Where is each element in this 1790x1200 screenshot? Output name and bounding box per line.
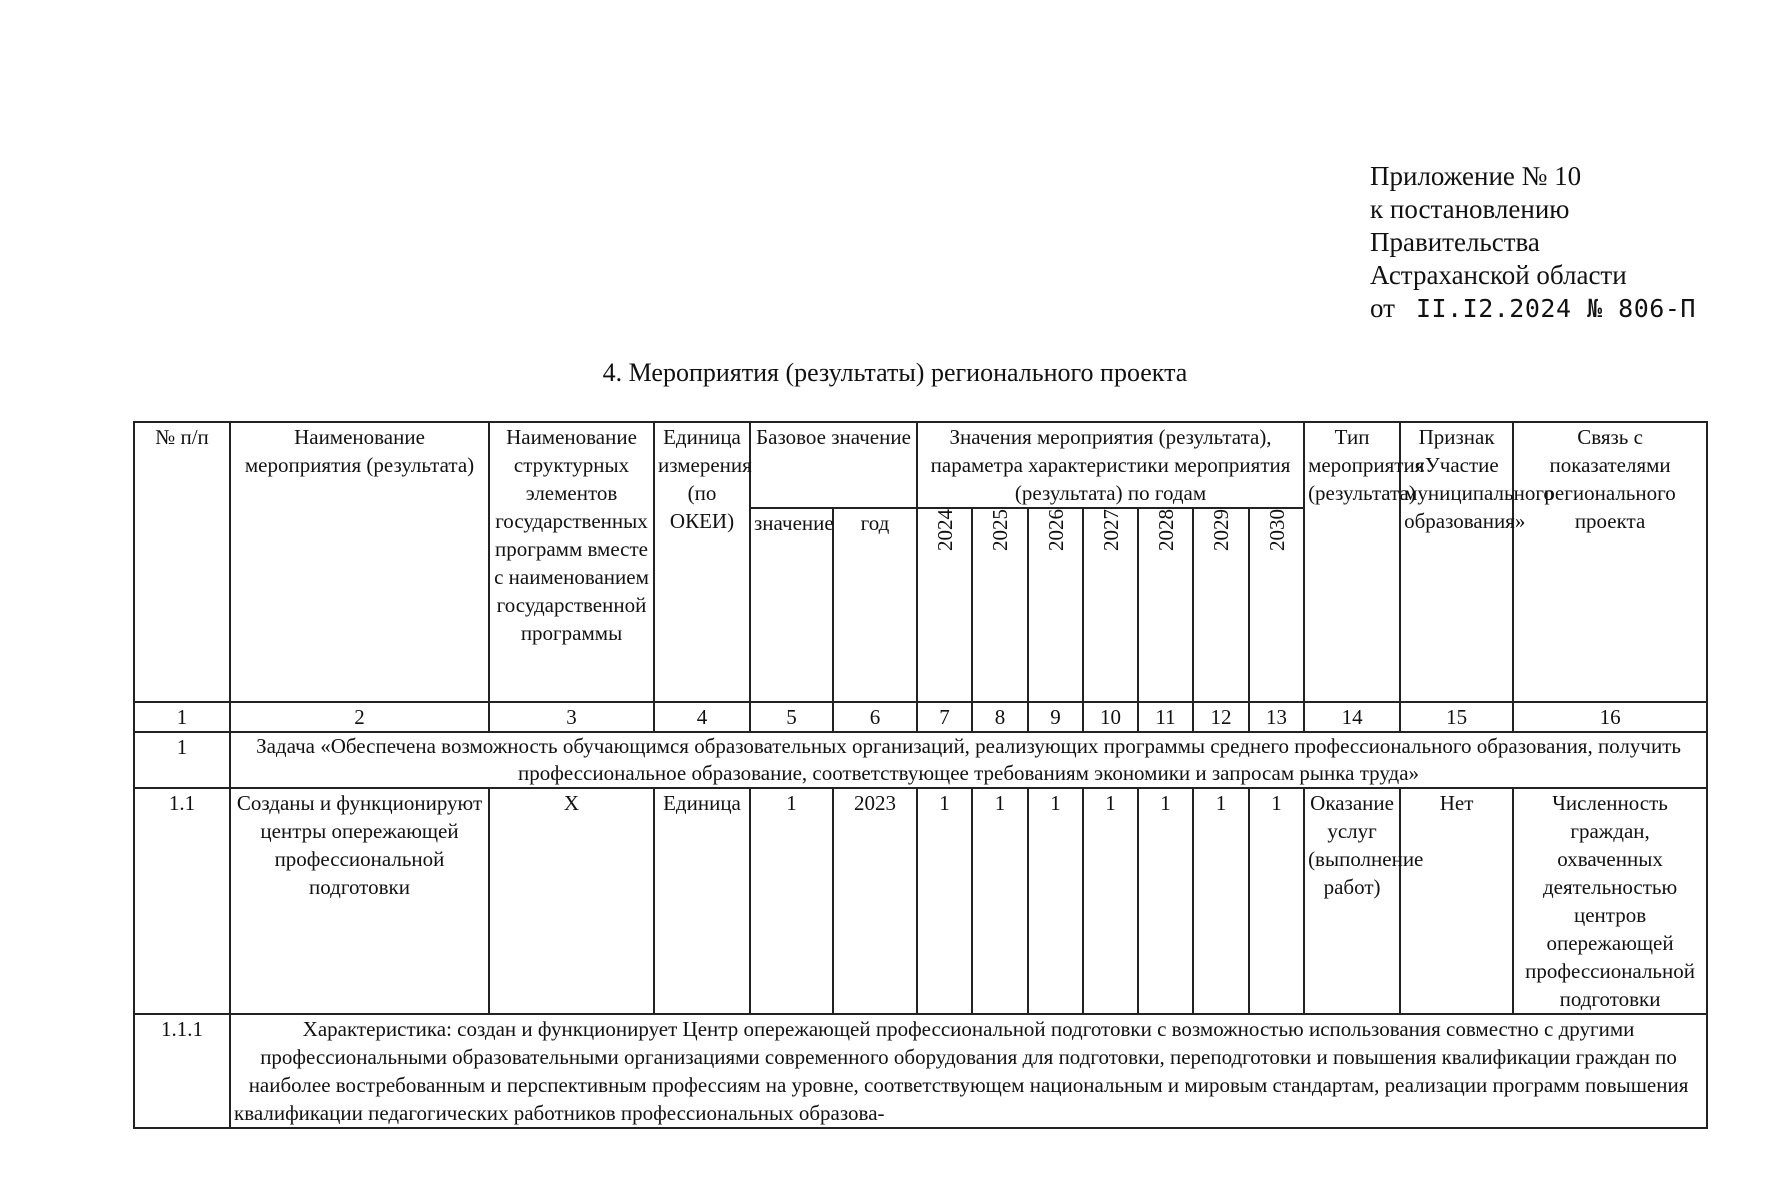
col-number: 15 bbox=[1400, 702, 1513, 732]
result-link: Численность граждан, охваченных деятельностью центров опережающей профессиональной подготовки bbox=[1513, 788, 1707, 1014]
header-base-year: год bbox=[833, 508, 917, 702]
characteristic-row bbox=[134, 1014, 1707, 1128]
appendix-block bbox=[1370, 160, 1696, 325]
header-year-2026: 2026 bbox=[1028, 508, 1083, 702]
result-value-2025: 1 bbox=[972, 788, 1028, 1014]
result-num: 1.1 bbox=[134, 788, 230, 1014]
col-number: 12 bbox=[1193, 702, 1249, 732]
header-year-2029: 2029 bbox=[1193, 508, 1249, 702]
result-unit: Единица bbox=[654, 788, 750, 1014]
header-year-2027: 2027 bbox=[1083, 508, 1138, 702]
result-name: Созданы и функционируют центры опережающей профессиональной подготовки bbox=[230, 788, 489, 1014]
header-year-2025: 2025 bbox=[972, 508, 1028, 702]
section-title: 4. Мероприятия (результаты) регионального проекта bbox=[602, 358, 1188, 387]
appendix-date-line bbox=[1370, 292, 1696, 325]
header-row-1 bbox=[134, 422, 1707, 508]
header-unit: Единица измерения (по ОКЕИ) bbox=[654, 422, 750, 702]
appendix-line-2: к постановлению bbox=[1370, 194, 1570, 224]
result-base-value: 1 bbox=[750, 788, 833, 1014]
appendix-date-number: II.I2.2024 № 806-П bbox=[1416, 294, 1696, 323]
char-text: Характеристика: создан и функционирует Центр опережающей профессиональной подготовки с возможностью использования совместно с другими профессиональными образовательными организациями современного оборудования для подготовки, переподготовки и повышения квалификации граждан по наиболее востребованным и перспективным профессиям на уровне, соответствующем национальным и мировым стандартам, реализации программ повышения квалификации педагогических работников профессиональных образова- bbox=[230, 1014, 1707, 1128]
result-value-2030: 1 bbox=[1249, 788, 1304, 1014]
char-num: 1.1.1 bbox=[134, 1014, 230, 1128]
col-number: 16 bbox=[1513, 702, 1707, 732]
header-type: Тип мероприятия (результата) bbox=[1304, 422, 1400, 702]
appendix-ot: от bbox=[1370, 293, 1395, 323]
result-type: Оказание услуг (выполнение работ) bbox=[1304, 788, 1400, 1014]
result-sign: Нет bbox=[1400, 788, 1513, 1014]
task-row bbox=[134, 732, 1707, 788]
col-number: 6 bbox=[833, 702, 917, 732]
appendix-line-4: Астраханской области bbox=[1370, 260, 1627, 290]
col-number: 4 bbox=[654, 702, 750, 732]
col-number: 5 bbox=[750, 702, 833, 732]
result-value-2027: 1 bbox=[1083, 788, 1138, 1014]
col-number: 9 bbox=[1028, 702, 1083, 732]
col-number: 8 bbox=[972, 702, 1028, 732]
column-number-row bbox=[134, 702, 1707, 732]
result-value-2029: 1 bbox=[1193, 788, 1249, 1014]
result-row bbox=[134, 788, 1707, 1014]
result-struct: Х bbox=[489, 788, 654, 1014]
task-text: Задача «Обеспечена возможность обучающимся образовательных организаций, реализующих программы среднего профессионального образования, получить профессиональное образование, соответствующее требованиям экономики и запросам рынка труда» bbox=[230, 732, 1707, 788]
header-struct: Наименование структурных элементов государственных программ вместе с наименованием государственной программы bbox=[489, 422, 654, 702]
results-table bbox=[133, 421, 1708, 1129]
col-number: 3 bbox=[489, 702, 654, 732]
appendix-line-3: Правительства bbox=[1370, 227, 1540, 257]
result-value-2028: 1 bbox=[1138, 788, 1193, 1014]
header-year-2024: 2024 bbox=[917, 508, 972, 702]
col-number: 14 bbox=[1304, 702, 1400, 732]
result-value-2026: 1 bbox=[1028, 788, 1083, 1014]
col-number: 10 bbox=[1083, 702, 1138, 732]
header-base-value: значение bbox=[750, 508, 833, 702]
header-year-2028: 2028 bbox=[1138, 508, 1193, 702]
header-year-2030: 2030 bbox=[1249, 508, 1304, 702]
result-base-year: 2023 bbox=[833, 788, 917, 1014]
header-sign: Признак «Участие муниципального образования» bbox=[1400, 422, 1513, 702]
result-value-2024: 1 bbox=[917, 788, 972, 1014]
header-base: Базовое значение bbox=[750, 422, 917, 508]
col-number: 11 bbox=[1138, 702, 1193, 732]
task-num: 1 bbox=[134, 732, 230, 788]
col-number: 7 bbox=[917, 702, 972, 732]
header-link: Связь с показателями регионального проекта bbox=[1513, 422, 1707, 702]
header-name: Наименование мероприятия (результата) bbox=[230, 422, 489, 702]
col-number: 1 bbox=[134, 702, 230, 732]
appendix-line-1: Приложение № 10 bbox=[1370, 161, 1582, 191]
col-number: 2 bbox=[230, 702, 489, 732]
header-num: № п/п bbox=[134, 422, 230, 702]
col-number: 13 bbox=[1249, 702, 1304, 732]
header-values: Значения мероприятия (результата), параметра характеристики мероприятия (результата) по годам bbox=[917, 422, 1304, 508]
